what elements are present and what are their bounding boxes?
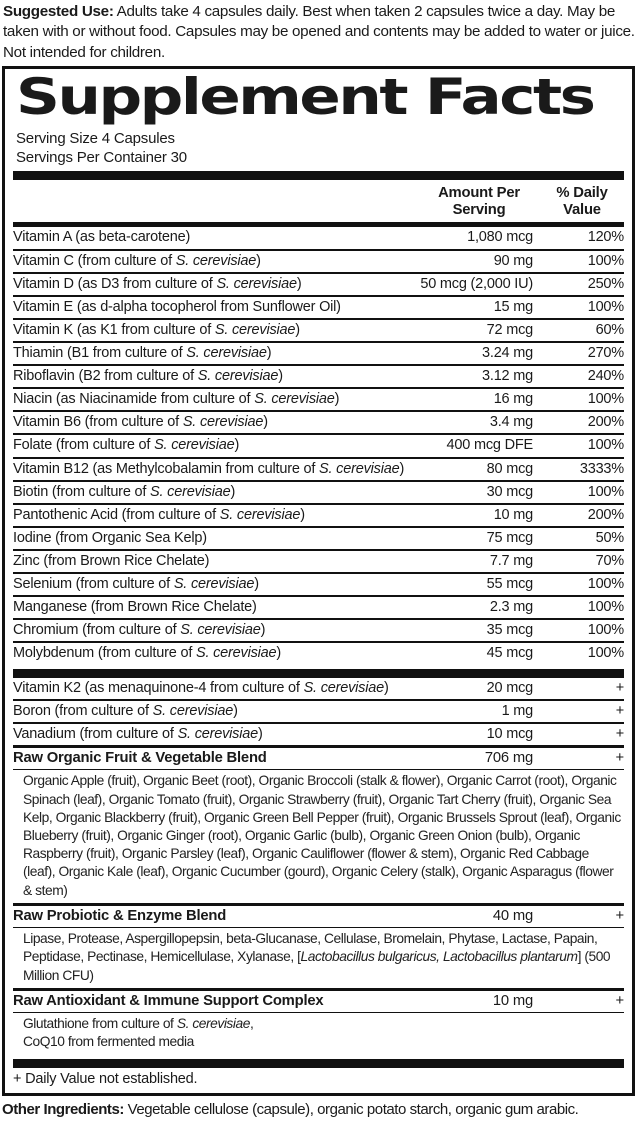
- panel-body: [5, 129, 632, 1093]
- nutrient-name: Selenium (from culture of S. cerevisiae): [13, 576, 259, 593]
- table-row: [13, 549, 624, 572]
- nutrient-daily-value: 100%: [587, 483, 624, 500]
- table-row: [13, 618, 624, 641]
- nutrient-name: Boron (from culture of S. cerevisiae): [13, 702, 238, 719]
- nutrient-name: Molybdenum (from culture of S. cerevisiae): [13, 645, 282, 662]
- nutrient-daily-value: 100%: [587, 622, 624, 639]
- nutrient-name: Vitamin K2 (as menaquinone-4 from culture of S. cerevisiae): [13, 679, 389, 696]
- nutrient-daily-value: +: [615, 725, 624, 742]
- nutrient-amount: 75 mcg: [486, 529, 533, 546]
- nutrient-amount: 16 mg: [493, 391, 533, 408]
- nutrient-name: Vitamin A (as beta-carotene): [13, 229, 191, 246]
- nutrient-amount: 80 mcg: [486, 460, 533, 477]
- nutrient-amount: 706 mg: [484, 749, 533, 766]
- nutrient-name: Raw Organic Fruit & Vegetable Blend: [13, 749, 267, 766]
- suggested-use-label: Suggested Use:: [3, 3, 114, 20]
- other-ingredients-text: Vegetable cellulose (capsule), organic potato starch, organic gum arabic.: [127, 1100, 579, 1118]
- nutrient-amount: 30 mcg: [486, 483, 533, 500]
- supplement-facts-panel: [2, 66, 635, 1096]
- serving-size: Serving Size 4 Capsules: [16, 130, 175, 148]
- divider-bar-bottom: [13, 1059, 624, 1068]
- table-row: [13, 503, 624, 526]
- nutrient-name: Folate (from culture of S. cerevisiae): [13, 437, 240, 454]
- nutrient-name: Vitamin B6 (from culture of S. cerevisiae): [13, 414, 268, 431]
- nutrient-amount: 3.12 mg: [482, 368, 533, 385]
- nutrient-amount: 3.4 mg: [489, 414, 533, 431]
- suggested-use-text: Adults take 4 capsules daily. Best when taken 2 capsules twice a day. May be taken with or without food. Capsules may be opened and contents may be added to water or juice. Not intended for children.: [3, 3, 635, 61]
- nutrient-name: Pantothenic Acid (from culture of S. cerevisiae): [13, 506, 305, 523]
- nutrient-daily-value: 250%: [587, 275, 624, 292]
- nutrient-name: Manganese (from Brown Rice Chelate): [13, 599, 257, 616]
- table-row: [13, 227, 624, 248]
- nutrient-name: Zinc (from Brown Rice Chelate): [13, 553, 210, 570]
- table-row: [13, 903, 624, 927]
- nutrient-amount: 50 mcg (2,000 IU): [420, 275, 533, 292]
- table-row: [13, 457, 624, 480]
- percent-daily-value-header: % Daily Value: [556, 185, 608, 219]
- nutrient-amount: 35 mcg: [486, 622, 533, 639]
- nutrient-daily-value: 60%: [595, 321, 624, 338]
- nutrient-amount: 400 mcg DFE: [446, 437, 533, 454]
- table-row: [13, 572, 624, 595]
- blend-detail: Glutathione from culture of S. cerevisiae, CoQ10 from fermented media: [13, 1012, 624, 1054]
- table-row: [13, 341, 624, 364]
- nutrient-daily-value: 3333%: [579, 460, 624, 477]
- nutrient-daily-value: 200%: [587, 506, 624, 523]
- table-row: [13, 387, 624, 410]
- nutrient-name: Vitamin C (from culture of S. cerevisiae): [13, 252, 261, 269]
- nutrient-amount: 10 mg: [492, 992, 533, 1009]
- nutrient-name: Thiamin (B1 from culture of S. cerevisiae): [13, 345, 272, 362]
- daily-value-footnote: + Daily Value not established.: [13, 1070, 198, 1087]
- nutrient-daily-value: 100%: [587, 437, 624, 454]
- nutrient-name: Biotin (from culture of S. cerevisiae): [13, 483, 236, 500]
- table-row: [13, 272, 624, 295]
- nutrient-daily-value: 200%: [587, 414, 624, 431]
- nutrient-name: Vanadium (from culture of S. cerevisiae): [13, 725, 263, 742]
- nutrient-name: Riboflavin (B2 from culture of S. cerevisiae): [13, 368, 283, 385]
- table-row: [13, 722, 624, 745]
- nutrient-amount: 90 mg: [493, 252, 533, 269]
- nutrient-amount: 1,080 mcg: [467, 229, 533, 246]
- nutrient-daily-value: +: [615, 907, 624, 924]
- table-row: [13, 595, 624, 618]
- table-row: [13, 641, 624, 664]
- nutrient-amount: 55 mcg: [486, 576, 533, 593]
- nutrient-name: Vitamin E (as d-alpha tocopherol from Sunflower Oil): [13, 298, 341, 315]
- table-row: [13, 699, 624, 722]
- nutrient-daily-value: +: [615, 702, 624, 719]
- table-row: [13, 745, 624, 769]
- nutrient-name: Vitamin B12 (as Methylcobalamin from culture of S. cerevisiae): [13, 460, 405, 477]
- nutrient-daily-value: +: [615, 679, 624, 696]
- nutrient-daily-value: 240%: [587, 368, 624, 385]
- other-ingredients-label: Other Ingredients:: [2, 1100, 124, 1118]
- nutrient-amount: 1 mg: [501, 702, 533, 719]
- nutrient-daily-value: +: [615, 992, 624, 1009]
- table-row: [13, 410, 624, 433]
- nutrient-daily-value: 100%: [587, 576, 624, 593]
- table-row: [13, 364, 624, 387]
- nutrient-amount: 10 mcg: [486, 725, 533, 742]
- nutrient-amount: 7.7 mg: [489, 553, 533, 570]
- table-header-row: [13, 180, 624, 227]
- nutrient-daily-value: +: [615, 749, 624, 766]
- nutrient-amount: 20 mcg: [486, 679, 533, 696]
- nutrient-amount: 3.24 mg: [482, 345, 533, 362]
- nutrient-name: Iodine (from Organic Sea Kelp): [13, 529, 207, 546]
- nutrient-daily-value: 50%: [595, 529, 624, 546]
- nutrient-daily-value: 120%: [587, 229, 624, 246]
- table-row: [13, 433, 624, 456]
- nutrient-daily-value: 100%: [587, 599, 624, 616]
- amount-per-serving-header: Amount Per Serving: [438, 185, 520, 219]
- nutrient-name: Vitamin D (as D3 from culture of S. cerevisiae): [13, 275, 302, 292]
- nutrient-daily-value: 100%: [587, 645, 624, 662]
- table-row: [13, 249, 624, 272]
- nutrient-name: Vitamin K (as K1 from culture of S. cerevisiae): [13, 321, 300, 338]
- blend-detail: Lipase, Protease, Aspergillopepsin, beta-Glucanase, Cellulase, Bromelain, Phytase, Lactase, Papain, Peptidase, Pectinase, Hemicellulase, Xylanase, [Lactobacillus bulgaricus, Lactobacillus plantarum] (500 Million CFU): [13, 927, 624, 988]
- nutrient-amount: 15 mg: [493, 298, 533, 315]
- nutrient-daily-value: 100%: [587, 298, 624, 315]
- nutrient-daily-value: 100%: [587, 252, 624, 269]
- nutrient-amount: 45 mcg: [486, 645, 533, 662]
- nutrient-amount: 10 mg: [493, 506, 533, 523]
- table-row: [13, 480, 624, 503]
- nutrient-name: Raw Probiotic & Enzyme Blend: [13, 907, 227, 924]
- suggested-use: [0, 0, 638, 66]
- panel-title: Supplement Facts: [15, 68, 594, 127]
- table-row: [13, 318, 624, 341]
- nutrient-amount: 2.3 mg: [489, 599, 533, 616]
- nutrient-daily-value: 270%: [587, 345, 624, 362]
- blend-detail: Organic Apple (fruit), Organic Beet (root), Organic Broccoli (stalk & flower), Organic Carrot (root), Organic Spinach (leaf), Organic Tomato (fruit), Organic Strawberry (fruit), Organic Tart Cherry (fruit), Organic Sea Kelp, Organic Blackberry (fruit), Organic Green Bell Pepper (fruit), Organic Brussels Sprout (leaf), Organic Blueberry (fruit), Organic Ginger (root), Organic Garlic (bulb), Organic Green Onion (bulb), Organic Raspberry (fruit), Organic Parsley (leaf), Organic Cauliflower (flower & stem), Organic Red Cabbage (leaf), Organic Kale (leaf), Organic Cucumber (gourd), Organic Celery (stalk), Organic Asparagus (flower & stem): [13, 769, 624, 902]
- nutrient-amount: 40 mg: [492, 907, 533, 924]
- table-row: [13, 678, 624, 699]
- nutrient-name: Raw Antioxidant & Immune Support Complex: [13, 992, 324, 1009]
- table-row: [13, 988, 624, 1012]
- nutrient-amount: 72 mcg: [486, 321, 533, 338]
- servings-per-container: Servings Per Container 30: [16, 149, 187, 167]
- table-row: [13, 295, 624, 318]
- section-divider: [13, 669, 624, 678]
- facts-rows: [13, 227, 624, 1054]
- nutrient-name: Niacin (as Niacinamide from culture of S. cerevisiae): [13, 391, 340, 408]
- table-row: [13, 526, 624, 549]
- nutrient-daily-value: 100%: [587, 391, 624, 408]
- other-ingredients: [0, 1100, 638, 1121]
- divider-bar-top: [13, 171, 624, 180]
- nutrient-name: Chromium (from culture of S. cerevisiae): [13, 622, 266, 639]
- nutrient-daily-value: 70%: [595, 553, 624, 570]
